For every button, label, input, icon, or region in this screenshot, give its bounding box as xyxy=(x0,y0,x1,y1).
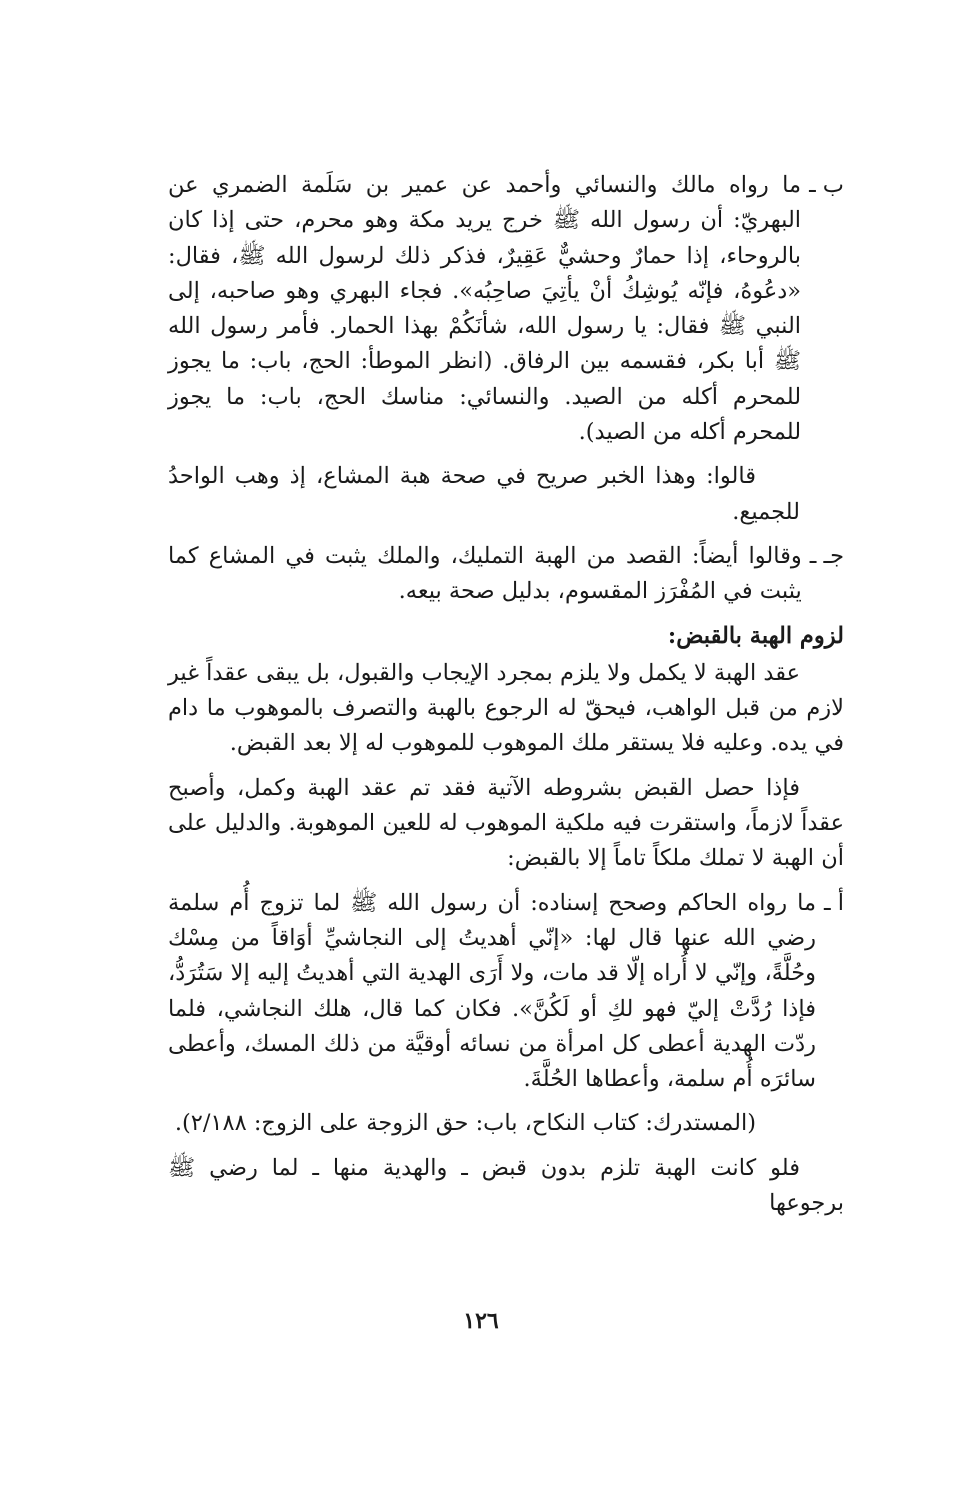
list-item-a xyxy=(168,886,844,1098)
list-item-j xyxy=(168,539,844,610)
reference-a: (المستدرك: كتاب النكاح، باب: حق الزوجة على الزوج: ٢/١٨٨). xyxy=(174,1110,756,1137)
paragraph-2: فإذا حصل القبض بشروطه الآتية فقد تم عقد الهبة وكمل، وأصبح عقداً لازماً، واستقرت فيه ملكية الموهوب له للعين الموهوبة. والدليل على أن الهبة لا تملك ملكاً تاماً إلا بالقبض: xyxy=(168,774,844,872)
item-marker-a: أ ـ xyxy=(824,889,844,916)
paragraph-last: فلو كانت الهبة تلزم بدون قبض ـ والهدية منها ـ لما رضي ﷺ برجوعها xyxy=(168,1154,844,1217)
section-heading: لزوم الهبة بالقبض: xyxy=(667,622,844,649)
item-text-a: ما رواه الحاكم وصحح إسناده: أن رسول الله ﷺ لما تزوج أُم سلمة رضي الله عنها قال لها: «إنّي أهديتُ إلى النجاشيِّ أوَاقاً من مِسْك وحُلَّةً، وإنّي لا أُراه إلّا قد مات، ولا أَرَى الهدية التي أهديتُ إليه إلا سَتُرَدُّ، فإذا رُدَّتْ إليّ فهو لكِ أو لَكُنَّ». فكان كما قال، هلك النجاشي، فلما ردّت الهدية أعطى كل امرأة من نسائه أوقيَّة من ذلك المسك، وأعطى سائرَه أُم سلمة، وأعطاها الحُلَّةَ. xyxy=(168,889,816,1093)
item-text-j: وقالوا أيضاً: القصد من الهبة التمليك، والملك يثبت في المشاع كما يثبت في المُفْرَز المقسوم، بدليل صحة بيعه. xyxy=(168,542,802,605)
item-text-b: ما رواه مالك والنسائي وأحمد عن عمير بن سَلَمة الضمري عن البهريّ: أن رسول الله ﷺ خرج يريد مكة وهو محرم، حتى إذا كان بالروحاء، إذا حمارٌ وحشيٌّ عَقِيرٌ، فذكر ذلك لرسول الله ﷺ، فقال: «دعُوهُ، فإنّه يُوشِكُ أنْ يأتِيَ صاحِبُه». فجاء البهري وهو صاحبه، إلى النبي ﷺ فقال: يا رسول الله، شأنَكُمْ بهذا الحمار. فأمر رسول الله ﷺ أبا بكر، فقسمه بين الرفاق. (انظر الموطأ: الحج، باب: ما يجوز للمحرم أكله من الصيد. والنسائي: مناسك الحج، باب: ما يجوز للمحرم أكله من الصيد). xyxy=(168,172,802,446)
item-marker-j: جـ ـ xyxy=(809,542,844,569)
paragraph-b-follow: قالوا: وهذا الخبر صريح في صحة هبة المشاع، إذ وهب الواحدُ للجميع. xyxy=(168,463,800,525)
paragraph-1: عقد الهبة لا يكمل ولا يلزم بمجرد الإيجاب والقبول، بل يبقى عقداً غير لازم من قبل الواهب، فيحقّ له الرجوع بالهبة والتصرف بالموهوب ما دام في يده. وعليه فلا يستقر ملك الموهوب للموهوب له إلا بعد القبض. xyxy=(168,659,844,757)
page-number: ١٢٦ xyxy=(463,1308,499,1334)
item-marker-b: ب ـ xyxy=(809,172,844,198)
body-text xyxy=(168,168,844,1230)
list-item-b xyxy=(168,168,844,450)
